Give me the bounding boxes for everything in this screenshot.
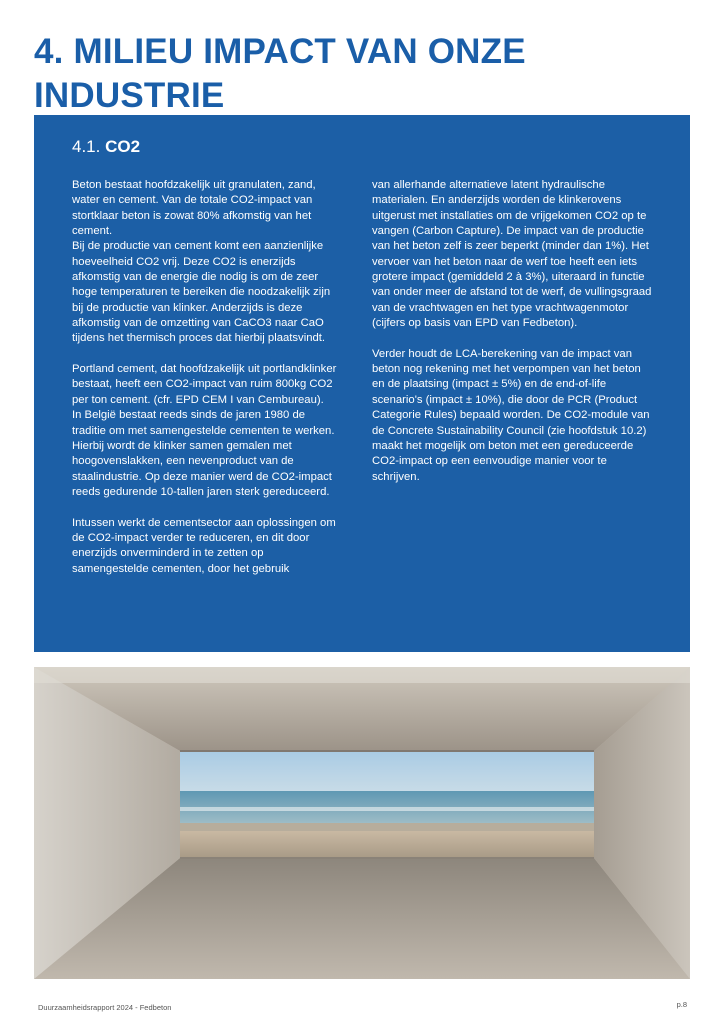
concrete-window-photo [34, 667, 690, 979]
paragraph: Verder houdt de LCA-berekening van de impact van beton nog rekening met het verpompen van het beton en de plaatsing (impact ± 5%) en de end-of-life scenario's (impact ± 10%), die door de PCR (Product Categorie Rules) bepaald worden. De CO2-module van de Concrete Sustainability Council (zie hoofdstuk 10.2) maakt het mogelijk om beton met een gereduceerde CO2-impact op een eenvoudige manier voor te schrijven. [372, 347, 650, 483]
text-column-right [372, 178, 656, 485]
concrete-frame-sea-view-image [34, 667, 690, 979]
paragraph: van allerhande alternatieve latent hydraulische materialen. En anderzijds worden de klinkerovens uitgerust met installaties om de vrijgekomen CO2 op te vangen (Carbon Capture). De impact van de productie van het beton zelf is zeer beperkt (minder dan 1%). Het vervoer van het beton naar de werf toe heeft een iets grotere impact (gemiddeld 2 à 3%), uiteraard in functie van onder meer de afstand tot de werf, de vullingsgraad van de vrachtwagen en het type vrachtwagenmotor (cijfers op basis van EPD van Fedbeton). [372, 179, 652, 330]
paragraph: Bij de productie van cement komt een aanzienlijke hoeveelheid CO2 vrij. Deze CO2 is enerzijds afkomstig van de energie die nodig is om de zeer hoge temperaturen te bereiken die noodzakelijk zijn bij de productie van klinker. Anderzijds is deze afkomstig van de omzetting van CaCO3 naar CaO tijdens het thermisch proces dat hierbij plaatsvindt. [72, 240, 331, 345]
page-number: p.8 [676, 1000, 687, 1009]
footer-text: Duurzaamheidsrapport 2024 - Fedbeton [38, 1003, 172, 1012]
paragraph: Beton bestaat hoofdzakelijk uit granulaten, zand, water en cement. Van de totale CO2-impact van stortklaar beton is zowat 80% afkomstig van het cement. [72, 179, 316, 238]
page-title: 4. MILIEU IMPACT VAN ONZE INDUSTRIE [34, 32, 526, 115]
co2-panel [34, 115, 690, 652]
section-name: CO2 [105, 137, 141, 156]
paragraph: In België bestaat reeds sinds de jaren 1980 de traditie om met samengestelde cementen te werken. Hierbij wordt de klinker samen gemalen met hoogovenslakken, een nevenproduct van de staalindustrie. Op deze manier werd de CO2-impact reeds gedurende 10-tallen jaren sterk gereduceerd. [72, 409, 335, 498]
text-column-left [72, 178, 342, 577]
paragraph: Portland cement, dat hoofdzakelijk uit portlandklinker bestaat, heeft een CO2-impact van ruim 800kg CO2 per ton cement. (cfr. EPD CEM I van Cembureau). [72, 363, 337, 406]
paragraph: Intussen werkt de cementsector aan oplossingen om de CO2-impact verder te reduceren, en dit door enerzijds onverminderd in te zetten op samengestelde cementen, door het gebruik [72, 516, 336, 575]
section-heading [72, 137, 140, 157]
section-number: 4.1. [72, 137, 101, 156]
